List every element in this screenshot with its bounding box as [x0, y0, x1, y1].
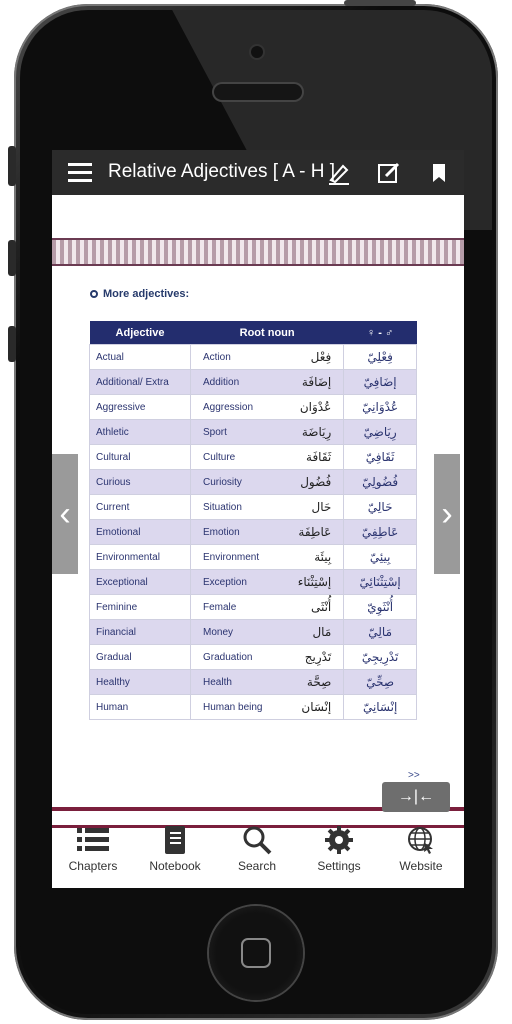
- table-row: [90, 645, 417, 670]
- app-screen: [52, 150, 464, 888]
- root-noun-cell: [191, 345, 344, 370]
- root-noun-ar: عَاطِفَة: [298, 525, 332, 539]
- tab-website[interactable]: [380, 820, 462, 873]
- root-noun-en: Graduation: [203, 651, 253, 663]
- app-toolbar: [52, 150, 464, 195]
- table-row: [90, 470, 417, 495]
- root-noun-cell: [191, 395, 344, 420]
- root-noun-ar: تَدْرِيج: [304, 650, 332, 664]
- adjective-ar: حَالِيّ: [344, 495, 417, 520]
- root-noun-en: Environment: [203, 551, 260, 563]
- adjective-ar: مَالِيّ: [344, 620, 417, 645]
- globe-icon: [406, 825, 436, 855]
- power-button: [344, 0, 416, 6]
- book-page: [52, 195, 464, 785]
- home-square-icon: [241, 938, 271, 968]
- root-noun-cell: [191, 595, 344, 620]
- tab-label: Search: [237, 859, 277, 873]
- root-noun-cell: [191, 370, 344, 395]
- root-noun-ar: فِعْل: [310, 350, 332, 364]
- edit-icon[interactable]: [376, 160, 402, 186]
- root-noun-en: Addition: [203, 376, 240, 388]
- hamburger-icon[interactable]: [68, 163, 92, 183]
- table-row: [90, 620, 417, 645]
- tab-label: Settings: [317, 859, 361, 873]
- adjective-ar: أُنْثَوِيّ: [344, 595, 417, 620]
- root-noun-ar: صِحَّة: [306, 675, 332, 689]
- root-noun-en: Curiosity: [203, 476, 242, 488]
- adjective-ar: رِيَاضِيّ: [344, 420, 417, 445]
- adjective-en: Current: [90, 495, 191, 520]
- root-noun-cell: [191, 695, 344, 720]
- root-noun-en: Money: [203, 626, 234, 638]
- root-noun-ar: عُدْوَان: [299, 400, 332, 414]
- volume-down-button: [8, 326, 16, 362]
- table-row: [90, 695, 417, 720]
- adjective-en: Financial: [90, 620, 191, 645]
- adjective-ar: إنْسَانِيّ: [344, 695, 417, 720]
- root-noun-ar: مَال: [312, 625, 332, 639]
- adjective-ar: ثَقَافِيّ: [344, 445, 417, 470]
- root-noun-cell: [191, 445, 344, 470]
- root-noun-ar: أُنْثَى: [310, 600, 332, 614]
- root-noun-ar: بِيئَة: [314, 550, 332, 564]
- adjective-ar: عَاطِفِيّ: [344, 520, 417, 545]
- table-header-row: [90, 321, 417, 345]
- adjective-ar: إضَافِيّ: [344, 370, 417, 395]
- table-row: [90, 445, 417, 470]
- bullet-icon: [90, 290, 98, 298]
- adjective-en: Feminine: [90, 595, 191, 620]
- adjective-ar: عُدْوَانِيّ: [344, 395, 417, 420]
- root-noun-en: Female: [203, 601, 237, 613]
- earpiece-speaker: [214, 84, 302, 100]
- tab-chapters[interactable]: [52, 820, 134, 873]
- table-row: [90, 395, 417, 420]
- section-heading: [90, 288, 189, 300]
- search-icon: [242, 825, 272, 855]
- adjectives-table: [89, 321, 417, 720]
- adjective-en: Actual: [90, 345, 191, 370]
- adjective-en: Cultural: [90, 445, 191, 470]
- tab-settings[interactable]: [298, 820, 380, 873]
- root-noun-cell: [191, 420, 344, 445]
- adjective-en: Additional/ Extra: [90, 370, 191, 395]
- mute-switch: [8, 146, 16, 186]
- header-gender: ♀ - ♂: [344, 321, 417, 345]
- table-row: [90, 345, 417, 370]
- root-noun-en: Exception: [203, 576, 247, 588]
- root-noun-en: Aggression: [203, 401, 254, 413]
- adjective-ar: إسْتِثْنَائِيّ: [344, 570, 417, 595]
- table-row: [90, 545, 417, 570]
- gear-icon: [324, 825, 354, 855]
- tab-label: Chapters: [68, 859, 118, 873]
- header-adjective: Adjective: [90, 321, 191, 345]
- header-root-noun: Root noun: [191, 321, 344, 345]
- root-noun-ar: إسْتِثْنَاء: [297, 575, 332, 589]
- root-noun-cell: [191, 620, 344, 645]
- root-noun-cell: [191, 495, 344, 520]
- table-row: [90, 370, 417, 395]
- bookmark-icon[interactable]: [426, 160, 452, 186]
- notebook-icon: [162, 825, 188, 855]
- more-link[interactable]: >>: [408, 770, 420, 781]
- adjective-en: Aggressive: [90, 395, 191, 420]
- root-noun-ar: إضَافَة: [301, 375, 332, 389]
- root-noun-ar: رِيَاضَة: [301, 425, 332, 439]
- bottom-tab-bar: [52, 820, 464, 888]
- root-noun-ar: ثَقَافَة: [306, 450, 332, 464]
- decorative-band: [52, 238, 464, 266]
- adjective-en: Healthy: [90, 670, 191, 695]
- home-button[interactable]: [209, 906, 303, 1000]
- fit-width-button[interactable]: →|←: [382, 782, 450, 812]
- pen-icon[interactable]: [326, 160, 352, 186]
- table-row: [90, 570, 417, 595]
- root-noun-en: Human being: [203, 701, 263, 713]
- adjective-ar: فُضُولِيّ: [344, 470, 417, 495]
- root-noun-ar: إنْسَان: [301, 700, 332, 714]
- list-icon: [76, 826, 110, 854]
- root-noun-en: Situation: [203, 501, 242, 513]
- adjective-en: Athletic: [90, 420, 191, 445]
- tab-label: Notebook: [149, 859, 201, 873]
- root-noun-en: Sport: [203, 426, 227, 438]
- root-noun-cell: [191, 545, 344, 570]
- table-row: [90, 520, 417, 545]
- tab-search[interactable]: [216, 820, 298, 873]
- adjective-en: Exceptional: [90, 570, 191, 595]
- volume-up-button: [8, 240, 16, 276]
- prev-page-button[interactable]: ‹: [52, 454, 78, 574]
- table-row: [90, 595, 417, 620]
- adjective-en: Curious: [90, 470, 191, 495]
- adjective-en: Gradual: [90, 645, 191, 670]
- tab-notebook[interactable]: [134, 820, 216, 873]
- root-noun-en: Culture: [203, 451, 236, 463]
- section-heading-text: More adjectives:: [103, 288, 190, 300]
- root-noun-en: Health: [203, 676, 232, 688]
- root-noun-ar: فُضُول: [300, 475, 332, 489]
- root-noun-cell: [191, 645, 344, 670]
- adjective-ar: تَدْرِيجِيّ: [344, 645, 417, 670]
- front-camera: [251, 46, 263, 58]
- adjective-ar: بِيئِيّ: [344, 545, 417, 570]
- page-title: Relative Adjectives [ A - H ]: [108, 161, 336, 182]
- root-noun-ar: حَال: [311, 500, 332, 514]
- tab-label: Website: [399, 859, 443, 873]
- adjective-en: Emotional: [90, 520, 191, 545]
- table-row: [90, 420, 417, 445]
- adjective-en: Human: [90, 695, 191, 720]
- adjective-ar: فِعْلِيّ: [344, 345, 417, 370]
- adjective-en: Environmental: [90, 545, 191, 570]
- next-page-button[interactable]: ›: [434, 454, 460, 574]
- root-noun-cell: [191, 670, 344, 695]
- root-noun-cell: [191, 570, 344, 595]
- root-noun-en: Action: [203, 351, 231, 363]
- table-row: [90, 495, 417, 520]
- table-row: [90, 670, 417, 695]
- root-noun-cell: [191, 470, 344, 495]
- root-noun-en: Emotion: [203, 526, 240, 538]
- adjective-ar: صِحِّيّ: [344, 670, 417, 695]
- root-noun-cell: [191, 520, 344, 545]
